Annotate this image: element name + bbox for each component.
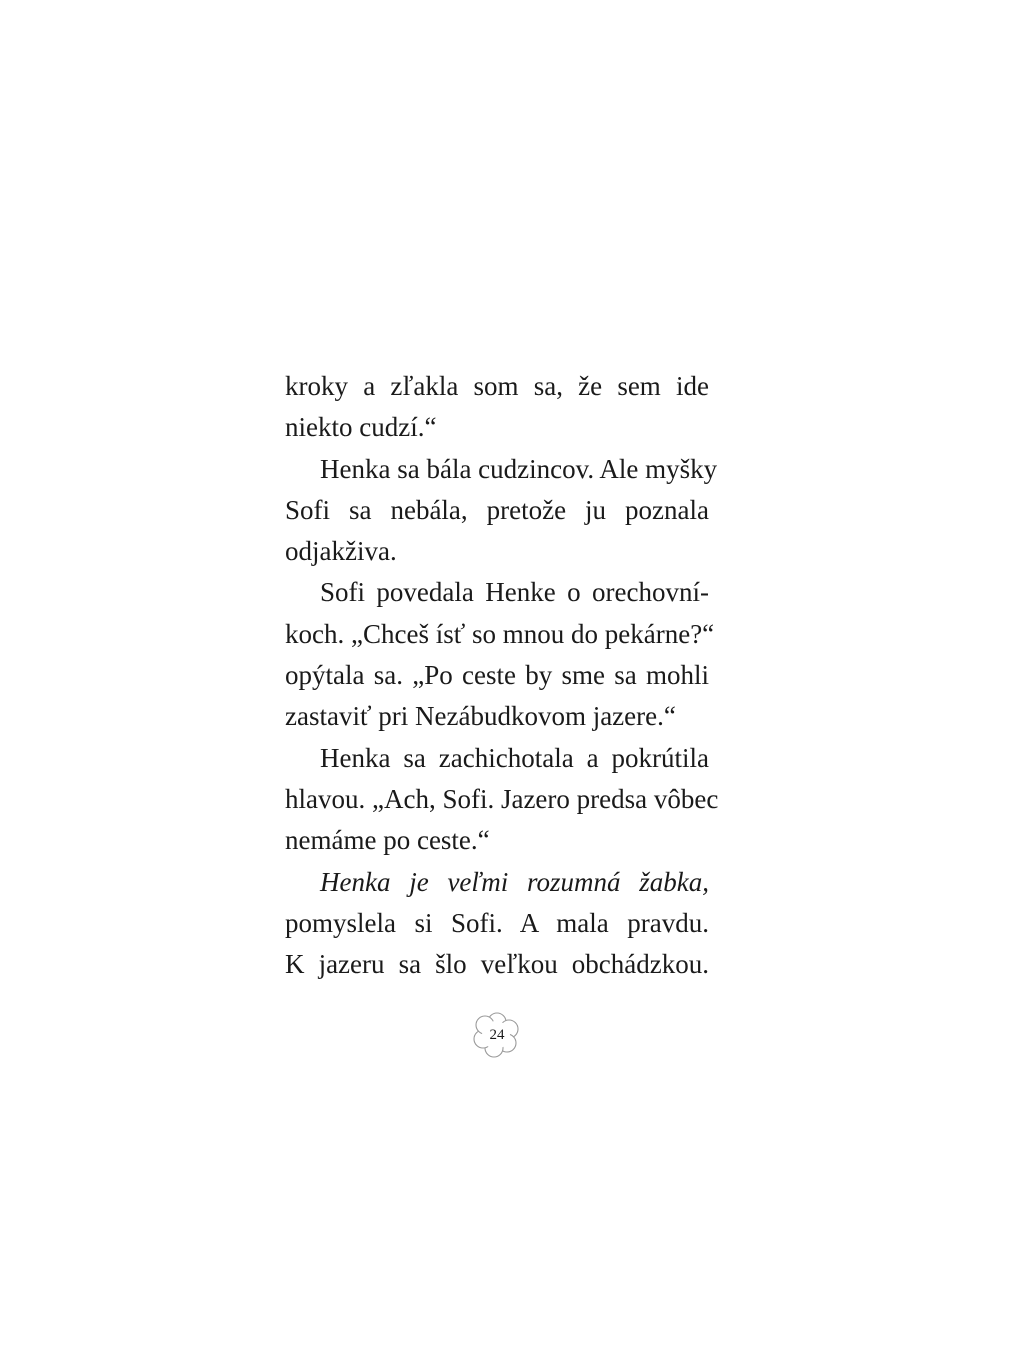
text-line: Henka sa bála cudzincov. Ale myšky — [320, 453, 718, 484]
text-line: koch. „Chceš ísť so mnou do pekárne?“ — [285, 618, 715, 649]
page-number: 24 — [489, 1027, 505, 1043]
text-line: odjakživa. — [285, 536, 397, 567]
text-line: Henka sa zachichotala a pokrútila — [320, 742, 709, 773]
text-line: opýtala sa. „Po ceste by sme sa mohli — [285, 660, 709, 691]
body-text — [285, 366, 719, 985]
text-line: hlavou. „Ach, Sofi. Jazero predsa vôbec — [285, 783, 719, 814]
text-line: nemáme po ceste.“ — [285, 825, 490, 856]
page-number-badge — [470, 1008, 524, 1062]
text-line: pomyslela si Sofi. A mala pravdu. — [285, 907, 709, 938]
text-line-italic: Henka je veľmi rozumná žabka, — [320, 866, 709, 897]
text-line: zastaviť pri Nezábudkovom jazere.“ — [285, 701, 676, 732]
text-line: Sofi povedala Henke o orechovní- — [320, 577, 709, 608]
text-line: Sofi sa nebála, pretože ju poznala — [285, 494, 709, 525]
text-line: kroky a zľakla som sa, že sem ide — [285, 371, 709, 401]
text-line: K jazeru sa šlo veľkou obchádzkou. — [285, 949, 709, 980]
text-line: niekto cudzí.“ — [285, 412, 437, 443]
